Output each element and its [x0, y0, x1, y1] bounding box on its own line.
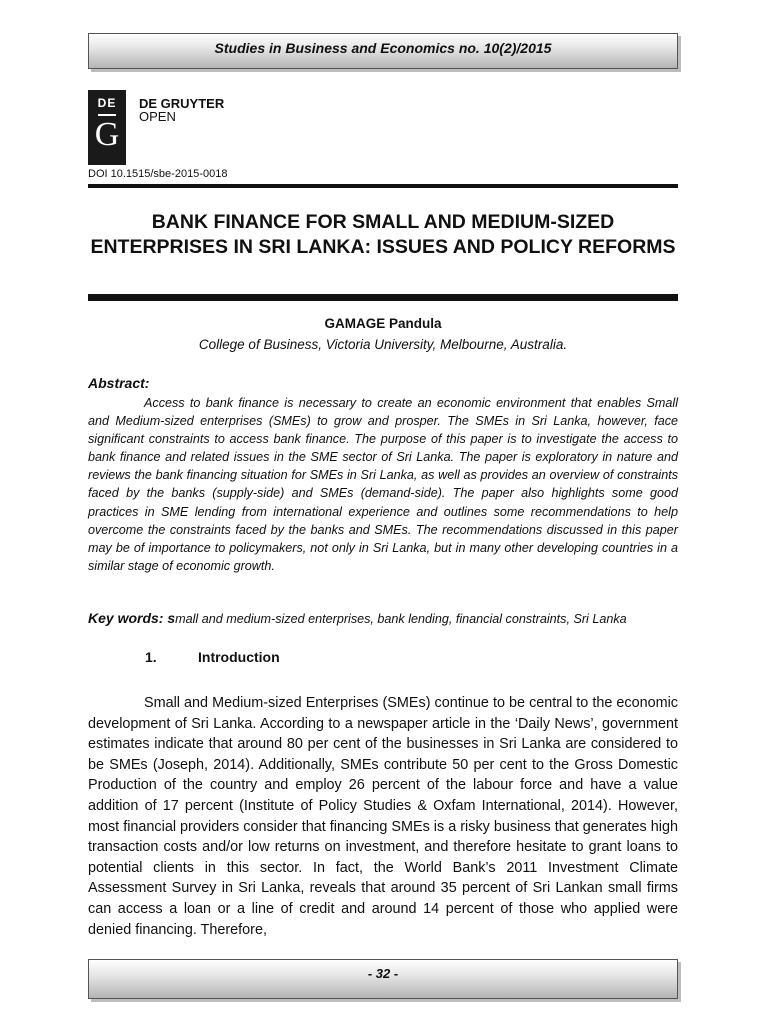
page-footer-banner: [88, 959, 678, 999]
doi: DOI 10.1515/sbe-2015-0018: [88, 168, 228, 180]
section-number: 1.: [145, 649, 157, 665]
journal-header-banner: [88, 33, 678, 69]
keywords-label: Key words: s: [88, 610, 176, 626]
logo-mark-bottom: G: [94, 116, 120, 153]
title-divider-rule: [88, 294, 678, 301]
page-number: - 32 -: [367, 966, 399, 981]
keywords: [88, 610, 688, 626]
body-paragraph: Small and Medium-sized Enterprises (SMEs) continue to be central to the economic development of Sri Lanka. According to a newspaper article in the ‘Daily News’, government estimates indicate that around 80 per cent of the businesses in Sri Lanka are considered to be SMEs (Joseph, 2014). Additionally, SMEs contribute 50 per cent to the Gross Domestic Production of the country and employ 26 percent of the labour force and have a value addition of 17 percent (Institute of Policy Studies & Oxfam International, 2014). However, most financial providers consider that financing SMEs is a risky business that generates high transaction costs and/or low returns on investment, and therefore hesitate to grant loans to potential clients in this sector. In fact, the World Bank’s 2011 Investment Climate Assessment Survey in Sri Lanka, reveals that around 35 percent of Sri Lankan small firms can access a loan or a line of credit and around 14 percent of those who applied were denied financing. Therefore,: [88, 695, 678, 938]
logo-mark-top: DE: [97, 96, 117, 110]
publisher-sub: OPEN: [139, 109, 176, 124]
author-affiliation: College of Business, Victoria University, Melbourne, Australia.: [198, 337, 568, 352]
de-gruyter-logo-icon: [88, 90, 126, 165]
divider-rule: [88, 184, 678, 188]
section-title: Introduction: [198, 649, 280, 665]
keywords-value: mall and medium-sized enterprises, bank lending, financial constraints, Sri Lanka: [175, 612, 627, 626]
publisher-name-block: [139, 97, 224, 123]
publisher-name: DE GRUYTER: [139, 96, 225, 111]
abstract-heading: Abstract:: [88, 375, 150, 391]
author-name: GAMAGE Pandula: [324, 316, 442, 331]
paper-title: BANK FINANCE FOR SMALL AND MEDIUM-SIZED ENTERPRISES IN SRI LANKA: ISSUES AND POLICY REFORMS: [90, 211, 676, 258]
abstract-text: Access to bank finance is necessary to create an economic environment that enables Small and Medium-sized enterprises (SMEs) to grow and prosper. The SMEs in Sri Lanka, however, face significant constraints to access bank finance. The purpose of this paper is to investigate the access to bank finance and related issues in the SME sector of Sri Lanka. The paper is exploratory in nature and reviews the bank financing situation for SMEs in Sri Lanka, as well as provides an overview of constraints faced by the banks (supply-side) and SMEs (demand-side). The paper also highlights some good practices in SME lending from international experience and outlines some recommendations to help overcome the constraints faced by the banks and SMEs. The recommendations discussed in this paper may be of importance to policymakers, not only in Sri Lanka, but in many other developing countries in a similar stage of economic growth.: [88, 396, 678, 573]
journal-title: Studies in Business and Economics no. 10(2)/2015: [214, 40, 552, 56]
